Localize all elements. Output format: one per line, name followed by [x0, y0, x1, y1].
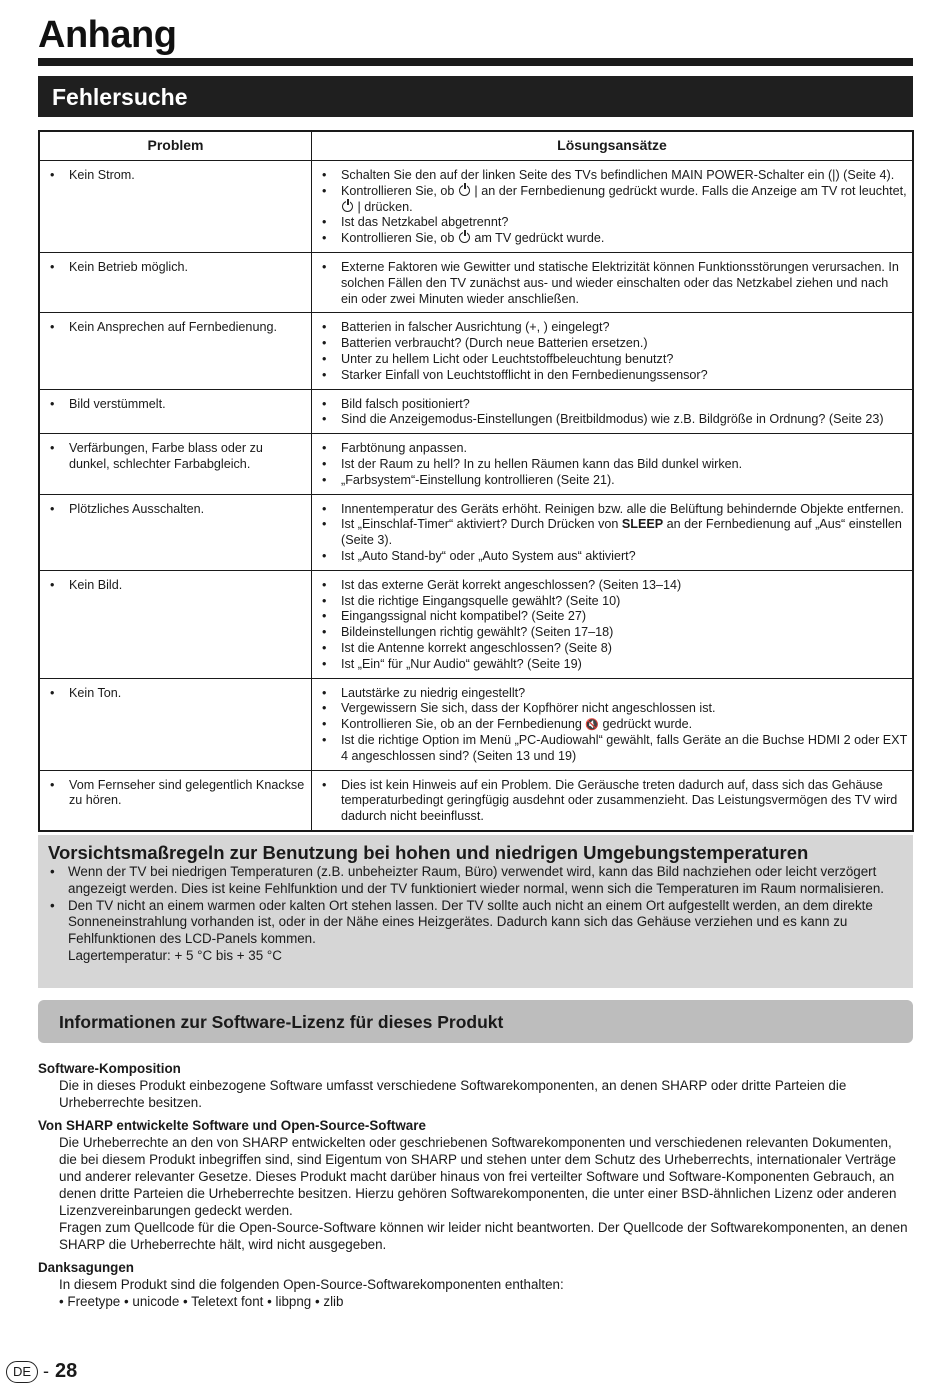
solutions-cell: [312, 313, 914, 389]
table-row: [39, 678, 913, 770]
problem-text: • Kein Strom.: [48, 168, 307, 184]
problem-cell: [39, 494, 312, 570]
solution-item: • Ist die Antenne korrekt angeschlossen? (Seite 8): [320, 641, 908, 657]
problem-cell: [39, 434, 312, 494]
table-row: [39, 770, 913, 831]
page-number: 28: [55, 1360, 78, 1382]
problem-cell: [39, 389, 312, 434]
problem-text: • Kein Ansprechen auf Fernbedienung.: [48, 320, 307, 336]
footer-dash: -: [43, 1361, 49, 1381]
problem-cell: [39, 570, 312, 678]
source-code-text: Fragen zum Quellcode für die Open-Source-Software können wir leider nicht beantworten. Der Quellcode der Softwarekomponenten, an denen SHARP die Urheberrechte hält, wird nicht ausgegeben.: [59, 1220, 908, 1252]
solution-item: • Lautstärke zu niedrig eingestellt?: [320, 686, 908, 702]
sharp-oss-text: Die Urheberrechte an den von SHARP entwickelten oder geschriebenen Softwarekomponenten und verschiedenen relevanten Dokumenten, die bei diesem Produkt inbegriffen sind, sind Eigentum von SHARP und stehen unter dem Schutz des Urheberrechts, internationaler Verträge und anderer relevanter Gesetze. Dieses Produkt macht darüber hinaus von frei verteilter Software und Software-Komponenten Gebrauch, an denen dritte Parteien die Urheberrechte besitzen. Hierzu gehören Softwarekomponenten, die unter einer BSD-ähnlichen Lizenz oder anderen Lizenzvereinbarungen gedeckt werden.: [59, 1135, 897, 1218]
problem-cell: [39, 770, 312, 831]
solution-item: • Starker Einfall von Leuchtstofflicht in den Fernbedienungssensor?: [320, 368, 908, 384]
problem-text: • Bild verstümmelt.: [48, 397, 307, 413]
solutions-cell: [312, 252, 914, 312]
table-row: [39, 494, 913, 570]
solution-item: • Ist die richtige Option im Menü „PC-Audiowahl“ gewählt, falls Geräte an die Buchse HDMI 2 oder EXT 4 angeschlossen sind? (Seiten 13 und 19): [320, 733, 908, 765]
solutions-cell: [312, 570, 914, 678]
table-header-row: [39, 131, 913, 161]
solution-item: • Dies ist kein Hinweis auf ein Problem. Die Geräusche treten dadurch auf, dass sich das Gehäuse temperaturbedingt geringfügig ausdehnt oder zusammenzieht. Das Leistungsvermögen des TV wird dadurch nicht beeinflusst.: [320, 778, 908, 825]
caution-item: • Wenn der TV bei niedrigen Temperaturen (z.B. unbeheizter Raum, Büro) verwendet wird, kann das Bild nachziehen oder leicht verzögert angezeigt werden. Dies ist keine Fehlfunktion und der TV funktioniert wieder normal, wenn sich die Temperaturen im Raum normalisieren.: [48, 864, 903, 898]
solution-item: • Sind die Anzeigemodus-Einstellungen (Breitbildmodus) wie z.B. Bildgröße in Ordnung? (Seite 23): [320, 412, 908, 428]
solution-item: • Kontrollieren Sie, ob | an der Fernbedienung gedrückt wurde. Falls die Anzeige am TV rot leuchtet, | drücken.: [320, 184, 908, 216]
problem-cell: [39, 161, 312, 253]
solutions-cell: [312, 494, 914, 570]
problem-text: • Kein Betrieb möglich.: [48, 260, 307, 276]
problem-text: • Plötzliches Ausschalten.: [48, 502, 307, 518]
language-badge: DE: [6, 1361, 38, 1383]
table-row: [39, 434, 913, 494]
power-icon: [459, 185, 470, 196]
acknowledgements-heading: Danksagungen: [38, 1260, 134, 1275]
title-rule: [38, 58, 913, 66]
license-body: [38, 1060, 913, 1310]
problem-text: • Kein Ton.: [48, 686, 307, 702]
storage-temperature: Lagertemperatur: + 5 °C bis + 35 °C: [68, 947, 282, 963]
column-header-problem: Problem: [39, 131, 312, 161]
caution-title: Vorsichtsmaßregeln zur Benutzung bei hohen und niedrigen Umgebungstemperaturen: [48, 842, 809, 863]
solution-item: • Ist der Raum zu hell? In zu hellen Räumen kann das Bild dunkel wirken.: [320, 457, 908, 473]
solutions-cell: [312, 770, 914, 831]
solution-item: • Farbtönung anpassen.: [320, 441, 908, 457]
solution-item: • Ist „Einschlaf-Timer“ aktiviert? Durch Drücken von SLEEP an der Fernbedienung auf „Aus“ einstellen (Seite 3).: [320, 517, 908, 549]
troubleshooting-table: [38, 130, 914, 832]
caution-item: • Den TV nicht an einem warmen oder kalten Ort stehen lassen. Der TV sollte auch nicht an einem Ort aufgestellt werden, an dem direkte Sonneneinstrahlung vorhanden ist, oder in der Nähe eines Heizgerätes. Dadurch kann sich das Gehäuse verziehen und es kann zu Fehlfunktionen des LCD-Panels kommen.: [48, 898, 903, 948]
problem-cell: [39, 678, 312, 770]
solution-item: • Batterien verbraucht? (Durch neue Batterien ersetzen.): [320, 336, 908, 352]
solution-item: • Ist „Auto Stand-by“ oder „Auto System aus“ aktiviert?: [320, 549, 908, 565]
solutions-cell: [312, 678, 914, 770]
solution-item: • Eingangssignal nicht kompatibel? (Seite 27): [320, 609, 908, 625]
solution-item: • Externe Faktoren wie Gewitter und statische Elektrizität können Funktionsstörungen verursachen. In solchen Fällen den TV zunächst aus- und wieder einschalten oder das Netzkabel ziehen und nach ein oder zwei Minuten wieder anschließen.: [320, 260, 908, 307]
problem-text: • Kein Bild.: [48, 578, 307, 594]
page-title: Anhang: [38, 14, 177, 56]
problem-cell: [39, 252, 312, 312]
mute-icon: 🔇: [585, 718, 600, 732]
solution-item: • Ist das externe Gerät korrekt angeschlossen? (Seiten 13–14): [320, 578, 908, 594]
composition-heading: Software-Komposition: [38, 1061, 181, 1076]
components-list: • Freetype • unicode • Teletext font • libpng • zlib: [59, 1294, 344, 1309]
column-header-solutions: Lösungsansätze: [312, 131, 914, 161]
solution-item: • Bildeinstellungen richtig gewählt? (Seiten 17–18): [320, 625, 908, 641]
sleep-key-label: SLEEP: [621, 517, 664, 532]
page-footer: [6, 1360, 77, 1383]
solution-item: • Kontrollieren Sie, ob am TV gedrückt wurde.: [320, 231, 908, 247]
solution-item: • Bild falsch positioniert?: [320, 397, 908, 413]
solution-item: • Vergewissern Sie sich, dass der Kopfhörer nicht angeschlossen ist.: [320, 701, 908, 717]
solution-item: • „Farbsystem“-Einstellung kontrollieren (Seite 21).: [320, 473, 908, 489]
solution-item: • Innentemperatur des Geräts erhöht. Reinigen bzw. alle die Belüftung behindernde Objekte entfernen.: [320, 502, 908, 518]
table-row: [39, 252, 913, 312]
table-row: [39, 313, 913, 389]
solutions-cell: [312, 434, 914, 494]
problem-text: • Verfärbungen, Farbe blass oder zu dunkel, schlechter Farbabgleich.: [48, 441, 307, 473]
power-icon: [342, 201, 353, 212]
solution-item: • Schalten Sie den auf der linken Seite des TVs befindlichen MAIN POWER-Schalter ein (|) (Seite 4).: [320, 168, 908, 184]
solution-item: • Ist die richtige Eingangsquelle gewählt? (Seite 10): [320, 594, 908, 610]
power-icon: [459, 232, 470, 243]
acknowledgements-text: In diesem Produkt sind die folgenden Open-Source-Softwarekomponenten enthalten:: [59, 1277, 564, 1292]
solution-item: • Ist „Ein“ für „Nur Audio“ gewählt? (Seite 19): [320, 657, 908, 673]
table-row: [39, 161, 913, 253]
table-row: [39, 389, 913, 434]
composition-text: Die in dieses Produkt einbezogene Software umfasst verschiedene Softwarekomponenten, an denen SHARP oder dritte Parteien die Urheberrechte besitzen.: [59, 1078, 847, 1110]
section-heading-fehlersuche: Fehlersuche: [38, 76, 913, 117]
solution-item: • Batterien in falscher Ausrichtung (+, ) eingelegt?: [320, 320, 908, 336]
problem-cell: [39, 313, 312, 389]
solution-item: • Kontrollieren Sie, ob an der Fernbedienung 🔇 gedrückt wurde.: [320, 717, 908, 733]
problem-text: • Vom Fernseher sind gelegentlich Knackse zu hören.: [48, 778, 307, 810]
table-row: [39, 570, 913, 678]
solution-item: • Ist das Netzkabel abgetrennt?: [320, 215, 908, 231]
caution-box: [38, 835, 913, 988]
solution-item: • Unter zu hellem Licht oder Leuchtstoffbeleuchtung benutzt?: [320, 352, 908, 368]
solutions-cell: [312, 161, 914, 253]
solutions-cell: [312, 389, 914, 434]
sharp-oss-heading: Von SHARP entwickelte Software und Open-Source-Software: [38, 1118, 426, 1133]
license-section-heading: Informationen zur Software-Lizenz für dieses Produkt: [38, 1000, 913, 1043]
